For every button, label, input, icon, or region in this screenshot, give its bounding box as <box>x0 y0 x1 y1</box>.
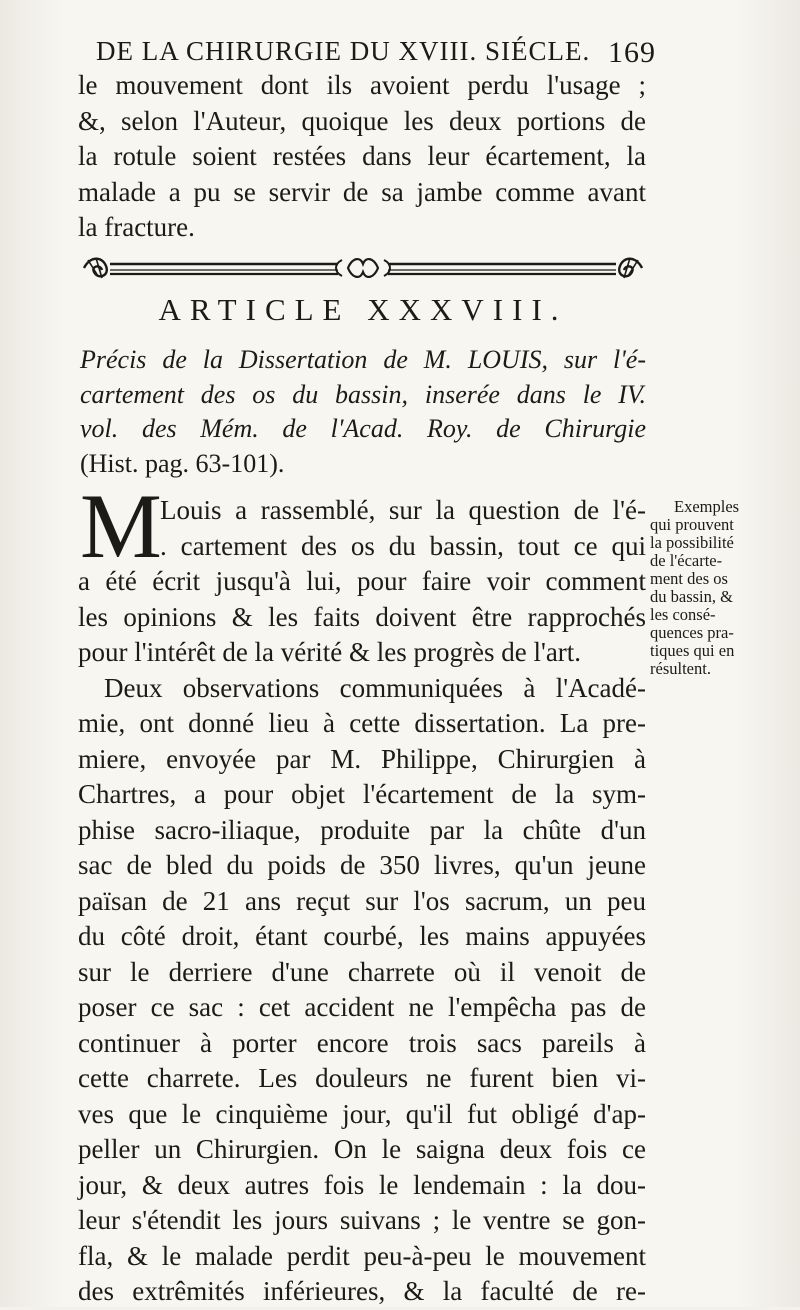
body-line: a été écrit jusqu'à lui, pour faire voir comment <box>78 566 646 596</box>
body-line: . cartement des os du bassin, tout ce qui <box>160 530 646 561</box>
text-line: malade a pu se servir de sa jambe comme avant <box>78 176 646 207</box>
text-line: la rotule soient restées dans leur écartement, la <box>78 141 646 171</box>
margin-note-line: ment des os <box>650 569 728 588</box>
margin-note-line: du bassin, & <box>650 587 733 606</box>
body-line: Deux observations communiquées à l'Acadé- <box>104 672 646 703</box>
body-line: fla, & le malade perdit peu-à-peu le mouvement <box>78 1240 646 1271</box>
body-line: phise sacro-iliaque, produite par la chûte d'un <box>78 814 646 845</box>
body-line: sac de bled du poids de 350 livres, qu'un jeune <box>78 850 646 880</box>
margin-note-line: résultent. <box>650 659 711 678</box>
margin-note-line: quences pra- <box>650 623 734 642</box>
body-line: Louis a rassemblé, sur la question de l'é- <box>160 495 646 525</box>
text-line: le mouvement dont ils avoient perdu l'usage ; <box>78 70 646 100</box>
margin-note-line: Exemples <box>674 497 740 516</box>
body-line: ves que le cinquième jour, qu'il fut obligé d'ap- <box>78 1098 646 1129</box>
margin-note-line: la possibilité <box>650 533 734 552</box>
body-line: continuer à porter encore trois sacs pareils à <box>78 1027 646 1058</box>
text-line: &, selon l'Auteur, quoique les deux portions de <box>78 105 646 136</box>
margin-note-line: les consé- <box>650 605 716 624</box>
margin-note-line: qui prouvent <box>650 515 734 534</box>
article-heading: ARTICLE XXXVIII. <box>158 292 568 327</box>
body-line: miere, envoyée par M. Philippe, Chirurgien à <box>78 743 646 774</box>
body-line: mie, ont donné lieu à cette dissertation. La pre- <box>78 708 646 738</box>
body-line: poser ce sac : cet accident ne l'empêcha pas de <box>78 992 646 1022</box>
body-line: Chartres, a pour objet l'écartement de la sym- <box>78 779 646 809</box>
margin-note-line: tiques qui en <box>650 641 735 660</box>
body-line: païsan de 21 ans reçut sur l'os sacrum, un peu <box>78 885 646 916</box>
body-line: cette charrete. Les douleurs ne furent bien vi- <box>78 1063 646 1093</box>
summary-line: vol. des Mém. de l'Acad. Roy. de Chirurgie <box>80 414 646 444</box>
body-line: les opinions & les faits doivent être rapprochés <box>78 601 646 632</box>
text-line: la fracture. <box>78 212 195 242</box>
margin-note-line: de l'écarte- <box>650 551 723 570</box>
running-head-title: DE LA CHIRURGIE DU XVIII. SIÉCLE. <box>96 36 591 66</box>
summary-line: Précis de la Dissertation de M. LOUIS, sur l'é- <box>80 345 646 374</box>
article-body <box>78 493 646 1310</box>
body-line: leur s'étendit les jours suivans ; le ventre se gon- <box>78 1205 646 1235</box>
body-line: jour, & deux autres fois le lendemain : la dou- <box>78 1169 646 1200</box>
previous-article-ending <box>78 68 646 246</box>
body-line: sur le derriere d'une charrete où il venoit de <box>78 956 646 987</box>
body-line: du côté droit, étant courbé, les mains appuyées <box>78 921 646 951</box>
body-line: pour l'intérêt de la vérité & les progrès de l'art. <box>78 637 582 667</box>
page-number: 169 <box>608 36 656 69</box>
margin-note <box>650 498 774 678</box>
drop-cap: M <box>80 475 162 577</box>
summary-line: cartement des os du bassin, inserée dans le IV. <box>80 379 646 409</box>
body-line: peller un Chirurgien. On le saigna deux fois ce <box>78 1134 646 1164</box>
body-line: des extrêmités inférieures, & la faculté de re- <box>78 1276 646 1306</box>
ornamental-divider <box>80 250 646 286</box>
summary-line: (Hist. pag. 63-101). <box>80 448 285 478</box>
article-summary <box>80 343 646 481</box>
